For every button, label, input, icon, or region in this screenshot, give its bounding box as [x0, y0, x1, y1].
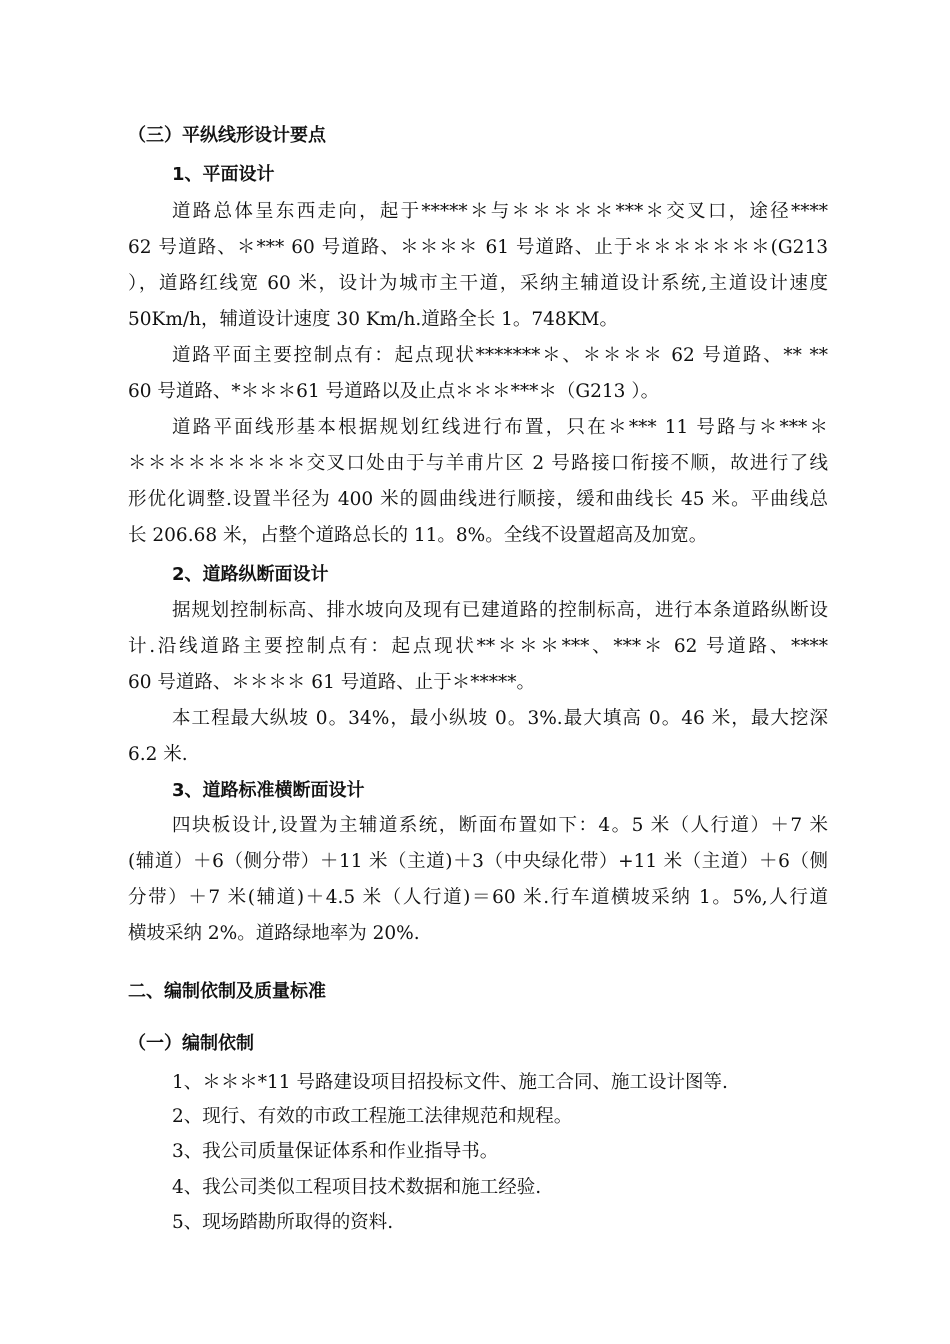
- paragraph-line: 形优化调整.设置半径为 400 米的圆曲线进行顺接，缓和曲线长 45 米。平曲线总: [128, 489, 828, 510]
- section-heading-basis-standards: 二、编制依制及质量标准: [128, 981, 326, 1002]
- paragraph-line: 60 号道路、*＊＊＊61 号道路以及止点＊＊＊***＊（G213 ）。: [128, 381, 660, 402]
- paragraph-line: 长 206.68 米，占整个道路总长的 11。8%。全线不设置超高及加宽。: [128, 525, 708, 546]
- paragraph-line: 横坡采纳 2%。道路绿地率为 20%.: [128, 923, 420, 944]
- list-item: 5、现场踏勘所取得的资料.: [172, 1212, 394, 1233]
- paragraph-line: 四块板设计,设置为主辅道系统，断面布置如下：4。5 米（人行道）＋7 米: [172, 815, 828, 836]
- paragraph-line: 道路总体呈东西走向，起于*****＊与＊＊＊＊＊***＊交叉口，途径****: [172, 201, 828, 222]
- list-item: 2、现行、有效的市政工程施工法律规范和规程。: [172, 1106, 573, 1127]
- list-item: 4、我公司类似工程项目技术数据和施工经验.: [172, 1177, 542, 1198]
- paragraph-line: 6.2 米.: [128, 744, 188, 765]
- subsection-heading-plan-design: 1、平面设计: [172, 164, 275, 185]
- paragraph-line: (辅道）＋6（侧分带）＋11 米（主道)＋3（中央绿化带）+11 米（主道）＋6（侧: [128, 851, 828, 872]
- subsection-heading-profile-design: 2、道路纵断面设计: [172, 564, 329, 585]
- paragraph-line: 据规划控制标高、排水坡向及现有已建道路的控制标高，进行本条道路纵断设: [172, 600, 828, 621]
- paragraph-line: ），道路红线宽 60 米，设计为城市主干道，采纳主辅道设计系统,主道设计速度: [128, 273, 828, 294]
- list-item: 3、我公司质量保证体系和作业指导书。: [172, 1141, 499, 1162]
- section-heading-plan-profile: （三）平纵线形设计要点: [128, 125, 326, 146]
- paragraph-line: 分带）＋7 米(辅道)＋4.5 米（人行道)＝60 米.行车道横坡采纳 1。5%,人行道: [128, 887, 828, 908]
- subsection-heading-basis: （一）编制依制: [128, 1033, 254, 1054]
- paragraph-line: 本工程最大纵坡 0。34%，最小纵坡 0。3%.最大填高 0。46 米，最大挖深: [172, 708, 828, 729]
- paragraph-line: ＊＊＊＊＊＊＊＊＊交叉口处由于与羊甫片区 2 号路接口衔接不顺，故进行了线: [128, 453, 828, 474]
- paragraph-line: 道路平面主要控制点有：起点现状*******＊、＊＊＊＊ 62 号道路、** **: [172, 345, 828, 366]
- paragraph-line: 道路平面线形基本根据规划红线进行布置，只在＊*** 11 号路与＊***＊: [172, 417, 828, 438]
- list-item: 1、＊＊＊*11 号路建设项目招投标文件、施工合同、施工设计图等.: [172, 1072, 728, 1093]
- subsection-heading-cross-section: 3、道路标准横断面设计: [172, 780, 365, 801]
- paragraph-line: 50Km/h，辅道设计速度 30 Km/h.道路全长 1。748KM。: [128, 309, 618, 330]
- paragraph-line: 计.沿线道路主要控制点有：起点现状**＊＊＊***、***＊ 62 号道路、****: [128, 636, 828, 657]
- paragraph-line: 62 号道路、＊*** 60 号道路、＊＊＊＊ 61 号道路、止于＊＊＊＊＊＊＊(G213: [128, 237, 828, 258]
- paragraph-line: 60 号道路、＊＊＊＊ 61 号道路、止于＊*****。: [128, 672, 535, 693]
